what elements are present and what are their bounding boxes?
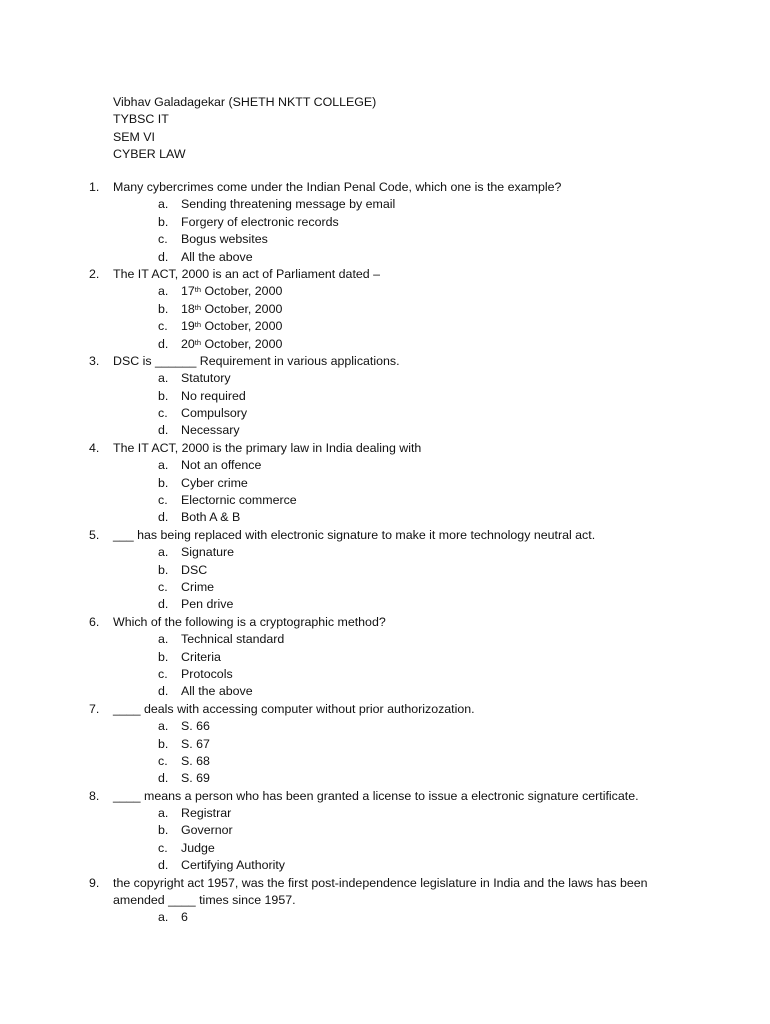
option-letter: a. <box>158 545 169 560</box>
question-number: 6. <box>89 614 100 629</box>
option-text: 6 <box>181 910 188 925</box>
option-letter: b. <box>158 301 169 316</box>
option-letter: d. <box>158 423 169 438</box>
question-number: 5. <box>89 527 100 542</box>
option-text: Bogus websites <box>181 232 268 247</box>
semester-line: SEM VI <box>113 129 155 144</box>
option-text <box>181 336 282 353</box>
question-item <box>0 701 770 788</box>
option-letter: c. <box>158 319 168 334</box>
option-letter: a. <box>158 719 169 734</box>
answer-option <box>0 631 770 648</box>
question-number: 8. <box>89 788 100 803</box>
question-line <box>0 440 770 457</box>
document-header <box>113 94 376 164</box>
question-text: the copyright act 1957, was the first post-independence legislature in India and the laws has been <box>113 875 648 890</box>
answer-option <box>0 770 770 787</box>
answer-option <box>0 249 770 266</box>
option-text: Certifying Authority <box>181 858 285 873</box>
option-letter: b. <box>158 214 169 229</box>
answer-option <box>0 283 770 300</box>
question-number: 7. <box>89 701 100 716</box>
question-text: Many cybercrimes come under the Indian Penal Code, which one is the example? <box>113 180 562 194</box>
option-text: Technical standard <box>181 632 285 647</box>
option-text: All the above <box>181 684 253 699</box>
question-text: amended ____ times since 1957. <box>113 893 296 908</box>
answer-option <box>0 666 770 683</box>
option-date-rest: October, 2000 <box>201 301 283 316</box>
option-text <box>181 301 282 318</box>
option-letter: c. <box>158 840 168 855</box>
option-text: S. 69 <box>181 771 210 786</box>
option-letter: d. <box>158 771 169 786</box>
option-day: 18 <box>181 301 195 316</box>
option-text: S. 67 <box>181 736 210 751</box>
option-letter: c. <box>158 666 168 681</box>
option-text: Governor <box>181 823 233 838</box>
option-text: Crime <box>181 579 215 594</box>
question-line <box>0 179 770 196</box>
option-letter: b. <box>158 388 169 403</box>
question-text: The IT ACT, 2000 is the primary law in India dealing with <box>113 440 422 455</box>
author-line: Vibhav Galadagekar (SHETH NKTT COLLEGE) <box>113 95 377 109</box>
option-letter: d. <box>158 684 169 699</box>
question-text: ____ deals with accessing computer without prior authorizozation. <box>113 701 475 716</box>
option-letter: c. <box>158 579 168 594</box>
option-day: 20 <box>181 336 195 351</box>
answer-option <box>0 370 770 387</box>
option-text: Criteria <box>181 649 221 664</box>
answer-option <box>0 562 770 579</box>
option-text: DSC <box>181 562 208 577</box>
answer-option <box>0 301 770 318</box>
question-number: 3. <box>89 353 100 368</box>
question-item <box>0 875 770 927</box>
answer-option <box>0 909 770 926</box>
question-item <box>0 266 770 353</box>
option-letter: d. <box>158 510 169 525</box>
ordinal-suffix: th <box>194 302 202 312</box>
question-text: ___ has being replaced with electronic signature to make it more technology neutral act. <box>113 527 596 542</box>
option-letter: d. <box>158 858 169 873</box>
option-text: Cyber crime <box>181 475 248 490</box>
answer-option <box>0 388 770 405</box>
option-date-rest: October, 2000 <box>201 319 283 334</box>
question-text: The IT ACT, 2000 is an act of Parliament dated – <box>113 266 381 281</box>
option-text: Sending threatening message by email <box>181 197 396 212</box>
option-letter: a. <box>158 197 169 212</box>
question-number: 2. <box>89 266 100 281</box>
answer-option <box>0 196 770 213</box>
subject-line: CYBER LAW <box>113 147 186 162</box>
option-letter: a. <box>158 284 169 299</box>
question-line <box>0 788 770 805</box>
ordinal-suffix: th <box>194 320 202 330</box>
question-line <box>0 701 770 718</box>
answer-option <box>0 683 770 700</box>
option-text: Statutory <box>181 371 231 386</box>
answer-option <box>0 649 770 666</box>
option-date-rest: October, 2000 <box>201 284 283 299</box>
question-item <box>0 527 770 614</box>
option-letter: b. <box>158 562 169 577</box>
option-day: 19 <box>181 319 195 334</box>
option-letter: a. <box>158 371 169 386</box>
answer-option <box>0 857 770 874</box>
option-letter: b. <box>158 475 169 490</box>
option-letter: a. <box>158 910 169 925</box>
option-date-rest: October, 2000 <box>201 336 283 351</box>
answer-option <box>0 475 770 492</box>
answer-option <box>0 596 770 613</box>
option-letter: a. <box>158 806 169 821</box>
option-letter: c. <box>158 753 168 768</box>
option-text: Protocols <box>181 666 233 681</box>
option-text: Forgery of electronic records <box>181 214 339 229</box>
answer-option <box>0 231 770 248</box>
question-item <box>0 788 770 875</box>
option-letter: d. <box>158 249 169 264</box>
ordinal-suffix: th <box>194 285 202 295</box>
question-line <box>0 353 770 370</box>
answer-option <box>0 509 770 526</box>
question-item <box>0 179 770 266</box>
answer-option <box>0 805 770 822</box>
question-number: 9. <box>89 875 100 890</box>
option-letter: b. <box>158 736 169 751</box>
option-letter: d. <box>158 336 169 351</box>
option-day: 17 <box>181 284 195 299</box>
answer-option <box>0 840 770 857</box>
question-item <box>0 614 770 701</box>
option-letter: a. <box>158 632 169 647</box>
answer-option <box>0 736 770 753</box>
question-line <box>0 614 770 631</box>
option-letter: c. <box>158 493 168 508</box>
option-text <box>181 318 282 335</box>
answer-option <box>0 405 770 422</box>
answer-option <box>0 318 770 335</box>
ordinal-suffix: th <box>194 337 202 347</box>
option-letter: c. <box>158 406 168 421</box>
question-line <box>0 527 770 544</box>
option-text <box>181 283 282 300</box>
question-number: 1. <box>89 180 100 194</box>
option-text: Electornic commerce <box>181 493 297 508</box>
question-item <box>0 440 770 527</box>
answer-option <box>0 753 770 770</box>
answer-option <box>0 214 770 231</box>
option-text: All the above <box>181 249 253 264</box>
answer-option <box>0 822 770 839</box>
answer-option <box>0 579 770 596</box>
option-text: Necessary <box>181 423 240 438</box>
question-text: DSC is ______ Requirement in various applications. <box>113 353 400 368</box>
option-text: Registrar <box>181 806 232 821</box>
question-number: 4. <box>89 440 100 455</box>
option-text: S. 68 <box>181 753 210 768</box>
answer-option <box>0 336 770 353</box>
option-letter: b. <box>158 823 169 838</box>
option-text: Compulsory <box>181 406 248 421</box>
question-line <box>0 875 770 892</box>
option-text: No required <box>181 388 246 403</box>
class-line: TYBSC IT <box>113 112 169 127</box>
question-line <box>0 266 770 283</box>
option-text: Judge <box>181 840 215 855</box>
question-list <box>0 179 770 927</box>
answer-option <box>0 544 770 561</box>
answer-option <box>0 422 770 439</box>
option-text: Pen drive <box>181 597 234 612</box>
question-item <box>0 353 770 440</box>
answer-option <box>0 457 770 474</box>
option-letter: b. <box>158 649 169 664</box>
answer-option <box>0 718 770 735</box>
option-text: Not an offence <box>181 458 262 473</box>
question-line <box>0 892 770 909</box>
question-text: ____ means a person who has been granted a license to issue a electronic signature certificate. <box>113 788 639 803</box>
option-text: S. 66 <box>181 719 210 734</box>
answer-option <box>0 492 770 509</box>
question-text: Which of the following is a cryptographic method? <box>113 614 386 629</box>
option-letter: d. <box>158 597 169 612</box>
option-letter: c. <box>158 232 168 247</box>
option-text: Signature <box>181 545 235 560</box>
option-text: Both A & B <box>181 510 241 525</box>
option-letter: a. <box>158 458 169 473</box>
